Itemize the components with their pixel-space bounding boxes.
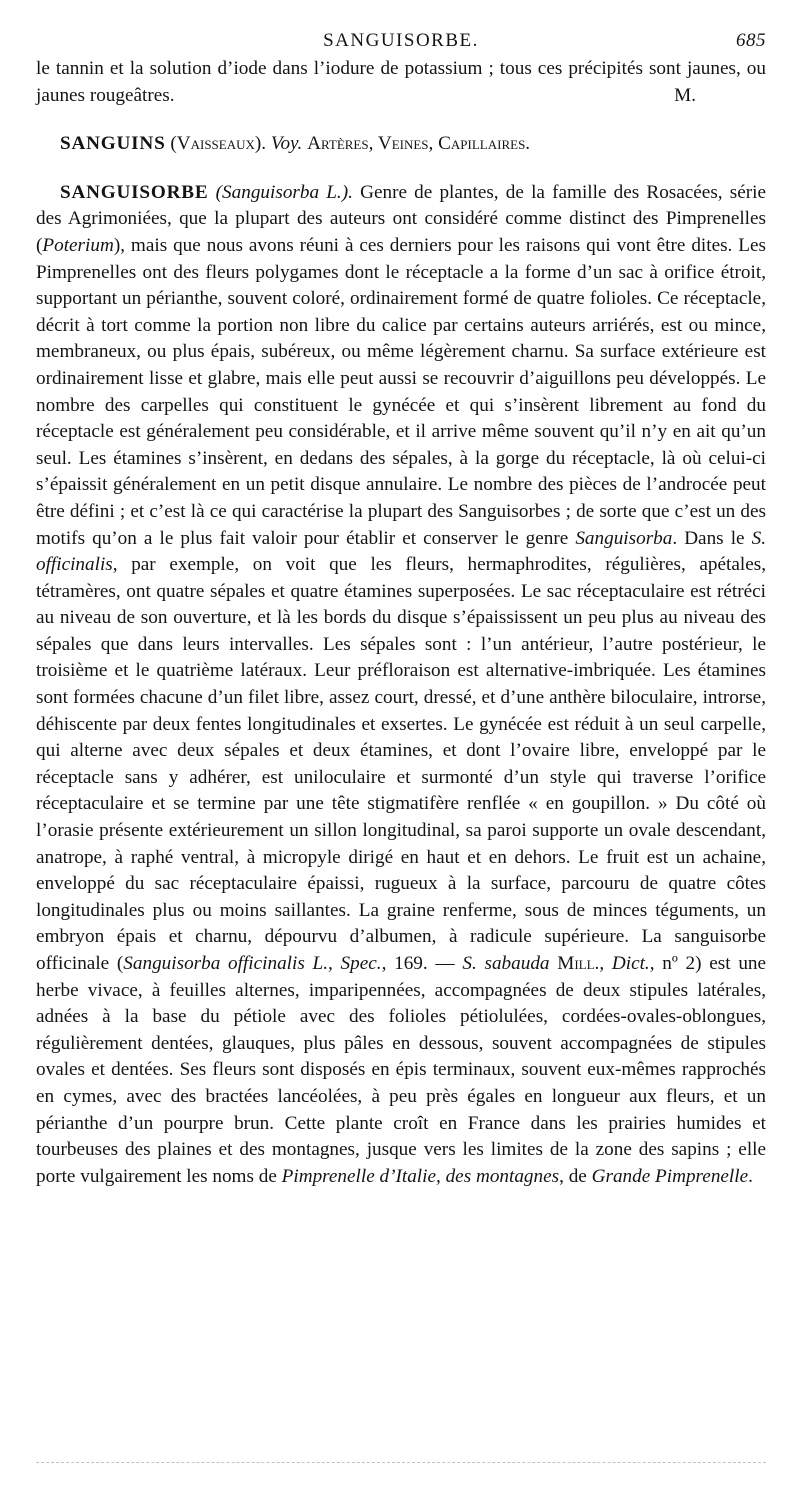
vernacular-name-grande: Grande Pimprenelle bbox=[591, 1165, 749, 1187]
vernacular-name-italie: Pimprenelle d’Italie, des montagnes bbox=[281, 1165, 560, 1187]
headword-sanguins: SANGUINS bbox=[60, 133, 166, 155]
body-text bbox=[36, 56, 766, 1190]
entry-text: , de bbox=[559, 1165, 592, 1187]
binomial-name: (Sanguisorba L.). bbox=[215, 181, 353, 203]
entry-text: . bbox=[748, 1165, 753, 1187]
running-header bbox=[36, 30, 766, 56]
species-s-officinalis: S. officinalis bbox=[36, 527, 766, 576]
section-gap bbox=[36, 158, 766, 180]
section-gap bbox=[36, 109, 766, 131]
citation-dict: Dict. bbox=[611, 953, 650, 974]
page-number: 685 bbox=[736, 30, 766, 51]
continuation-text: le tannin et la solution d’iode dans l’iodure de potassium ; tous ces précipités sont jaunes, ou jaunes rougeâtres. bbox=[36, 58, 766, 106]
genus-sanguisorba: Sanguisorba bbox=[575, 527, 673, 549]
author-miller: Mill. bbox=[557, 953, 600, 974]
qualifier-vaisseaux: (Vaisseaux). bbox=[170, 133, 267, 155]
see-reference: Voy. bbox=[270, 133, 303, 155]
cross-references: Artères, Veines, Capillaires. bbox=[307, 133, 531, 155]
headword-sanguisorbe: SANGUISORBE bbox=[60, 181, 209, 203]
entry-sanguins bbox=[36, 131, 766, 158]
entry-text: , 169. — bbox=[381, 953, 463, 974]
entry-text: , bbox=[599, 953, 612, 974]
entry-text: . Dans le bbox=[672, 527, 752, 549]
document-page bbox=[36, 30, 766, 1190]
entry-text: Genre de plantes, de la famille des Rosacées, série des Agrimoniées, que la plupart des auteurs ont considéré comme distinct des Pimprenelles ( bbox=[36, 181, 766, 256]
entry-text: , par exemple, on voit que les fleurs, hermaphrodites, régulières, apétales, tétramères, ont quatre sépales et quatre étamines superposées. Le sac réceptaculaire est rétréci au niveau de son ouverture, et là les bords du disque s’épaississent un peu plus au niveau des sépales que dans leurs intervalles. Les sépales sont : l’un antérieur, l’autre postérieur, le troisième et le quatrième latéraux. Leur préfloraison est alternative-imbriquée. Les étamines sont formées chacune d’un filet libre, assez court, dressé, et d’une anthère biloculaire, introrse, déhiscente par deux fentes longitudinales et exsertes. Le gynécée est réduit à un seul carpelle, qui alterne avec deux sépales et deux étamines, et dont l’ovaire libre, enveloppé par le réceptacle sans y adhérer, est uniloculaire et surmonté d’un style qui traverse l’orifice réceptaculaire et se termine par une tête stigmatifère renflée « en goupillon. » Du côté où l’orasie présente extérieurement un sillon longitudinal, sa paroi supporte un ovale descendant, anatrope, à raphé ventral, à micropyle dirigé en haut et en dehors. Le fruit est un achaine, enveloppé du sac réceptaculaire épaissi, rugueux à la surface, parcouru de quatre côtes longitudinales plus ou moins saillantes. La graine renferme, sous de minces téguments, un embryon épais et charnu, dépourvu d’albumen, à radicule supérieure. La sanguisorbe officinale ( bbox=[36, 554, 766, 974]
entry-text: ), mais que nous avons réuni à ces derniers pour les raisons qui vont être dites. Les Pimprenelles ont des fleurs polygames dont le réceptacle a la forme d’un sac à orifice étroit, supportant un périanthe, souvent coloré, ordinairement formé de quatre folioles. Ce réceptacle, décrit à tort comme la portion non libre du calice par certains auteurs arriérés, est ou mince, membraneux, ou plus épais, subéreux, ou même légèrement charnu. Sa surface extérieure est ordinairement lisse et glabre, mais elle peut aussi se recouvrir d’aiguillons peu développés. Le nombre des carpelles qui constituent le gynécée et qui s’insèrent librement au fond du réceptacle est généralement peu considérable, et il arrive même souvent qu’il n’y en ait qu’un seul. Les étamines s’insèrent, en dedans des sépales, à la gorge du réceptacle, là où celui-ci s’épaissit généralement en un petit disque annulaire. Le nombre des pièces de l’androcée peut être défini ; et c’est là ce qui caractérise la plupart des Sanguisorbes ; de sorte que c’est un des motifs qu’on a le plus fait valoir pour établir et conserver le genre bbox=[36, 234, 766, 549]
author-signature: M. bbox=[674, 84, 696, 106]
continuation-paragraph bbox=[36, 56, 766, 109]
entry-text: , nº 2) est une herbe vivace, à feuilles alternes, imparipennées, accompagnées de deux stipules latérales, adnées à la base du pétiole avec des folioles pétiolulées, cordées-ovales-oblongues, régulièrement dentées, glauques, plus pâles en dessous, souvent accompagnées de stipules ovales et dentées. Ses fleurs sont disposés en épis terminaux, souvent eux-mêmes rapprochés en cymes, avec des bractées lancéolées, à peu près égales en longueur aux fleurs, et un périanthe d’un pourpre brun. Cette plante croît en France dans les prairies humides et tourbeuses des plaines et des montagnes, jusque vers les limites de la zone des sapins ; elle porte vulgairement les noms de bbox=[36, 953, 767, 1187]
running-title: SANGUISORBE. bbox=[323, 30, 479, 51]
entry-sanguisorbe bbox=[36, 180, 766, 1191]
citation-sabauda: S. sabauda bbox=[462, 953, 550, 974]
genus-poterium: Poterium bbox=[42, 234, 114, 256]
citation-linnaeus: Sanguisorba officinalis L., Spec. bbox=[123, 953, 382, 974]
page-bottom-rule bbox=[36, 1462, 766, 1463]
